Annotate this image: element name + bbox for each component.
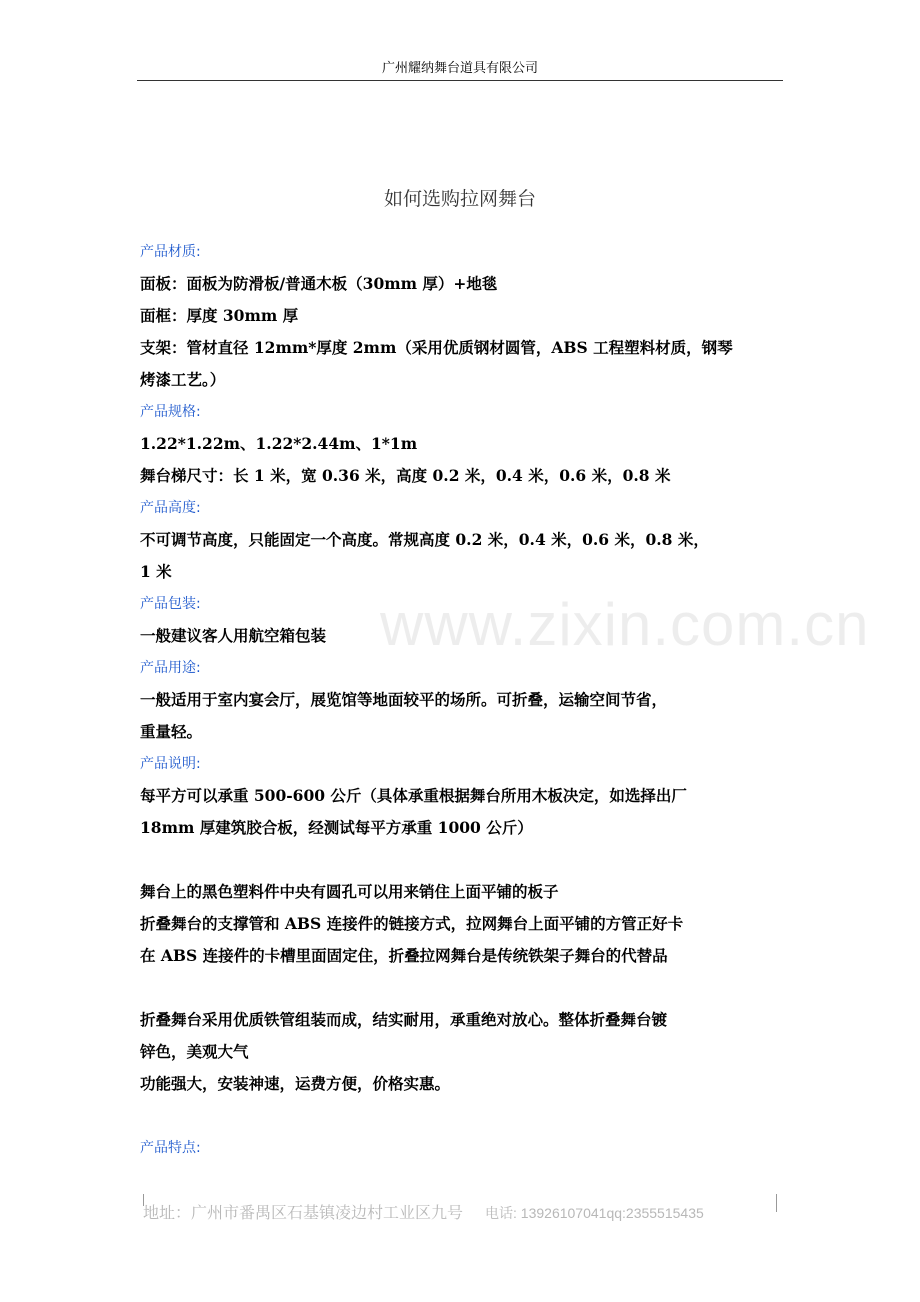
- blank-line: [140, 844, 780, 876]
- section-heading-usage: 产品用途:: [140, 660, 201, 676]
- paragraph-line: 舞台上的黑色塑料件中央有圆孔可以用来销住上面平铺的板子: [140, 882, 559, 901]
- paragraph-line: 在 ABS 连接件的卡槽里面固定住，折叠拉网舞台是传统铁架子舞台的代替品: [140, 946, 668, 965]
- document-title: 如何选购拉网舞台: [383, 189, 536, 210]
- footer-address: 地址：广州市番禺区石基镇凌边村工业区九号: [143, 1205, 464, 1222]
- paragraph-line: 功能强大，安装神速，运费方便，价格实惠。: [140, 1074, 451, 1093]
- footer-phone: 电话: 13926107041qq:2355515435: [485, 1205, 704, 1221]
- material-frame-line: 面框：厚度 30mm 厚: [140, 306, 299, 325]
- usage-desc-line: 一般适用于室内宴会厅，展览馆等地面较平的场所。可折叠，运输空间节省，: [140, 690, 668, 709]
- usage-desc-line-2: 重量轻。: [140, 722, 203, 741]
- paragraph-line: 锌色，美观大气: [140, 1042, 249, 1061]
- spec-sizes-line: 1.22*1.22m、1.22*2.44m、1*1m: [140, 434, 418, 453]
- material-support-line-2: 烤漆工艺。）: [140, 370, 226, 389]
- blank-line: [140, 972, 780, 1004]
- spec-stairs-line: 舞台梯尺寸：长 1 米，宽 0.36 米，高度 0.2 米，0.4 米，0.6 米，0.8 米: [140, 466, 671, 485]
- page-footer: [143, 1200, 704, 1227]
- material-support-line: 支架：管材直径 12mm*厚度 2mm（采用优质钢材圆管，ABS 工程塑料材质，钢琴: [140, 338, 733, 357]
- material-panel-line: 面板：面板为防滑板/普通木板（30mm 厚）+地毯: [140, 274, 498, 293]
- section-heading-height: 产品高度:: [140, 500, 201, 516]
- notes-desc-line-2: 18mm 厚建筑胶合板，经测试每平方承重 1000 公斤）: [140, 818, 533, 837]
- section-heading-features: 产品特点:: [140, 1140, 201, 1156]
- notes-desc-line: 每平方可以承重 500-600 公斤（具体承重根据舞台所用木板决定，如选择出厂: [140, 786, 687, 805]
- paragraph-line: 折叠舞台采用优质铁管组装而成，结实耐用，承重绝对放心。整体折叠舞台镀: [140, 1010, 668, 1029]
- section-heading-material: 产品材质:: [140, 244, 201, 260]
- blank-line: [140, 1100, 780, 1132]
- packing-desc-line: 一般建议客人用航空箱包装: [140, 626, 327, 645]
- section-heading-notes: 产品说明:: [140, 756, 201, 772]
- page-header: 广州耀纳舞台道具有限公司: [137, 56, 783, 81]
- height-desc-line: 不可调节高度，只能固定一个高度。常规高度 0.2 米，0.4 米，0.6 米，0.8 米，: [140, 530, 709, 549]
- section-heading-packing: 产品包装:: [140, 596, 201, 612]
- paragraph-line: 折叠舞台的支撑管和 ABS 连接件的链接方式，拉网舞台上面平铺的方管正好卡: [140, 914, 684, 933]
- watermark: www.zixin.com.cn: [380, 591, 870, 658]
- section-heading-spec: 产品规格:: [140, 404, 201, 420]
- footer-margin-mark: [776, 1194, 777, 1212]
- document-body: [140, 236, 780, 1164]
- height-desc-line-2: 1 米: [140, 562, 172, 581]
